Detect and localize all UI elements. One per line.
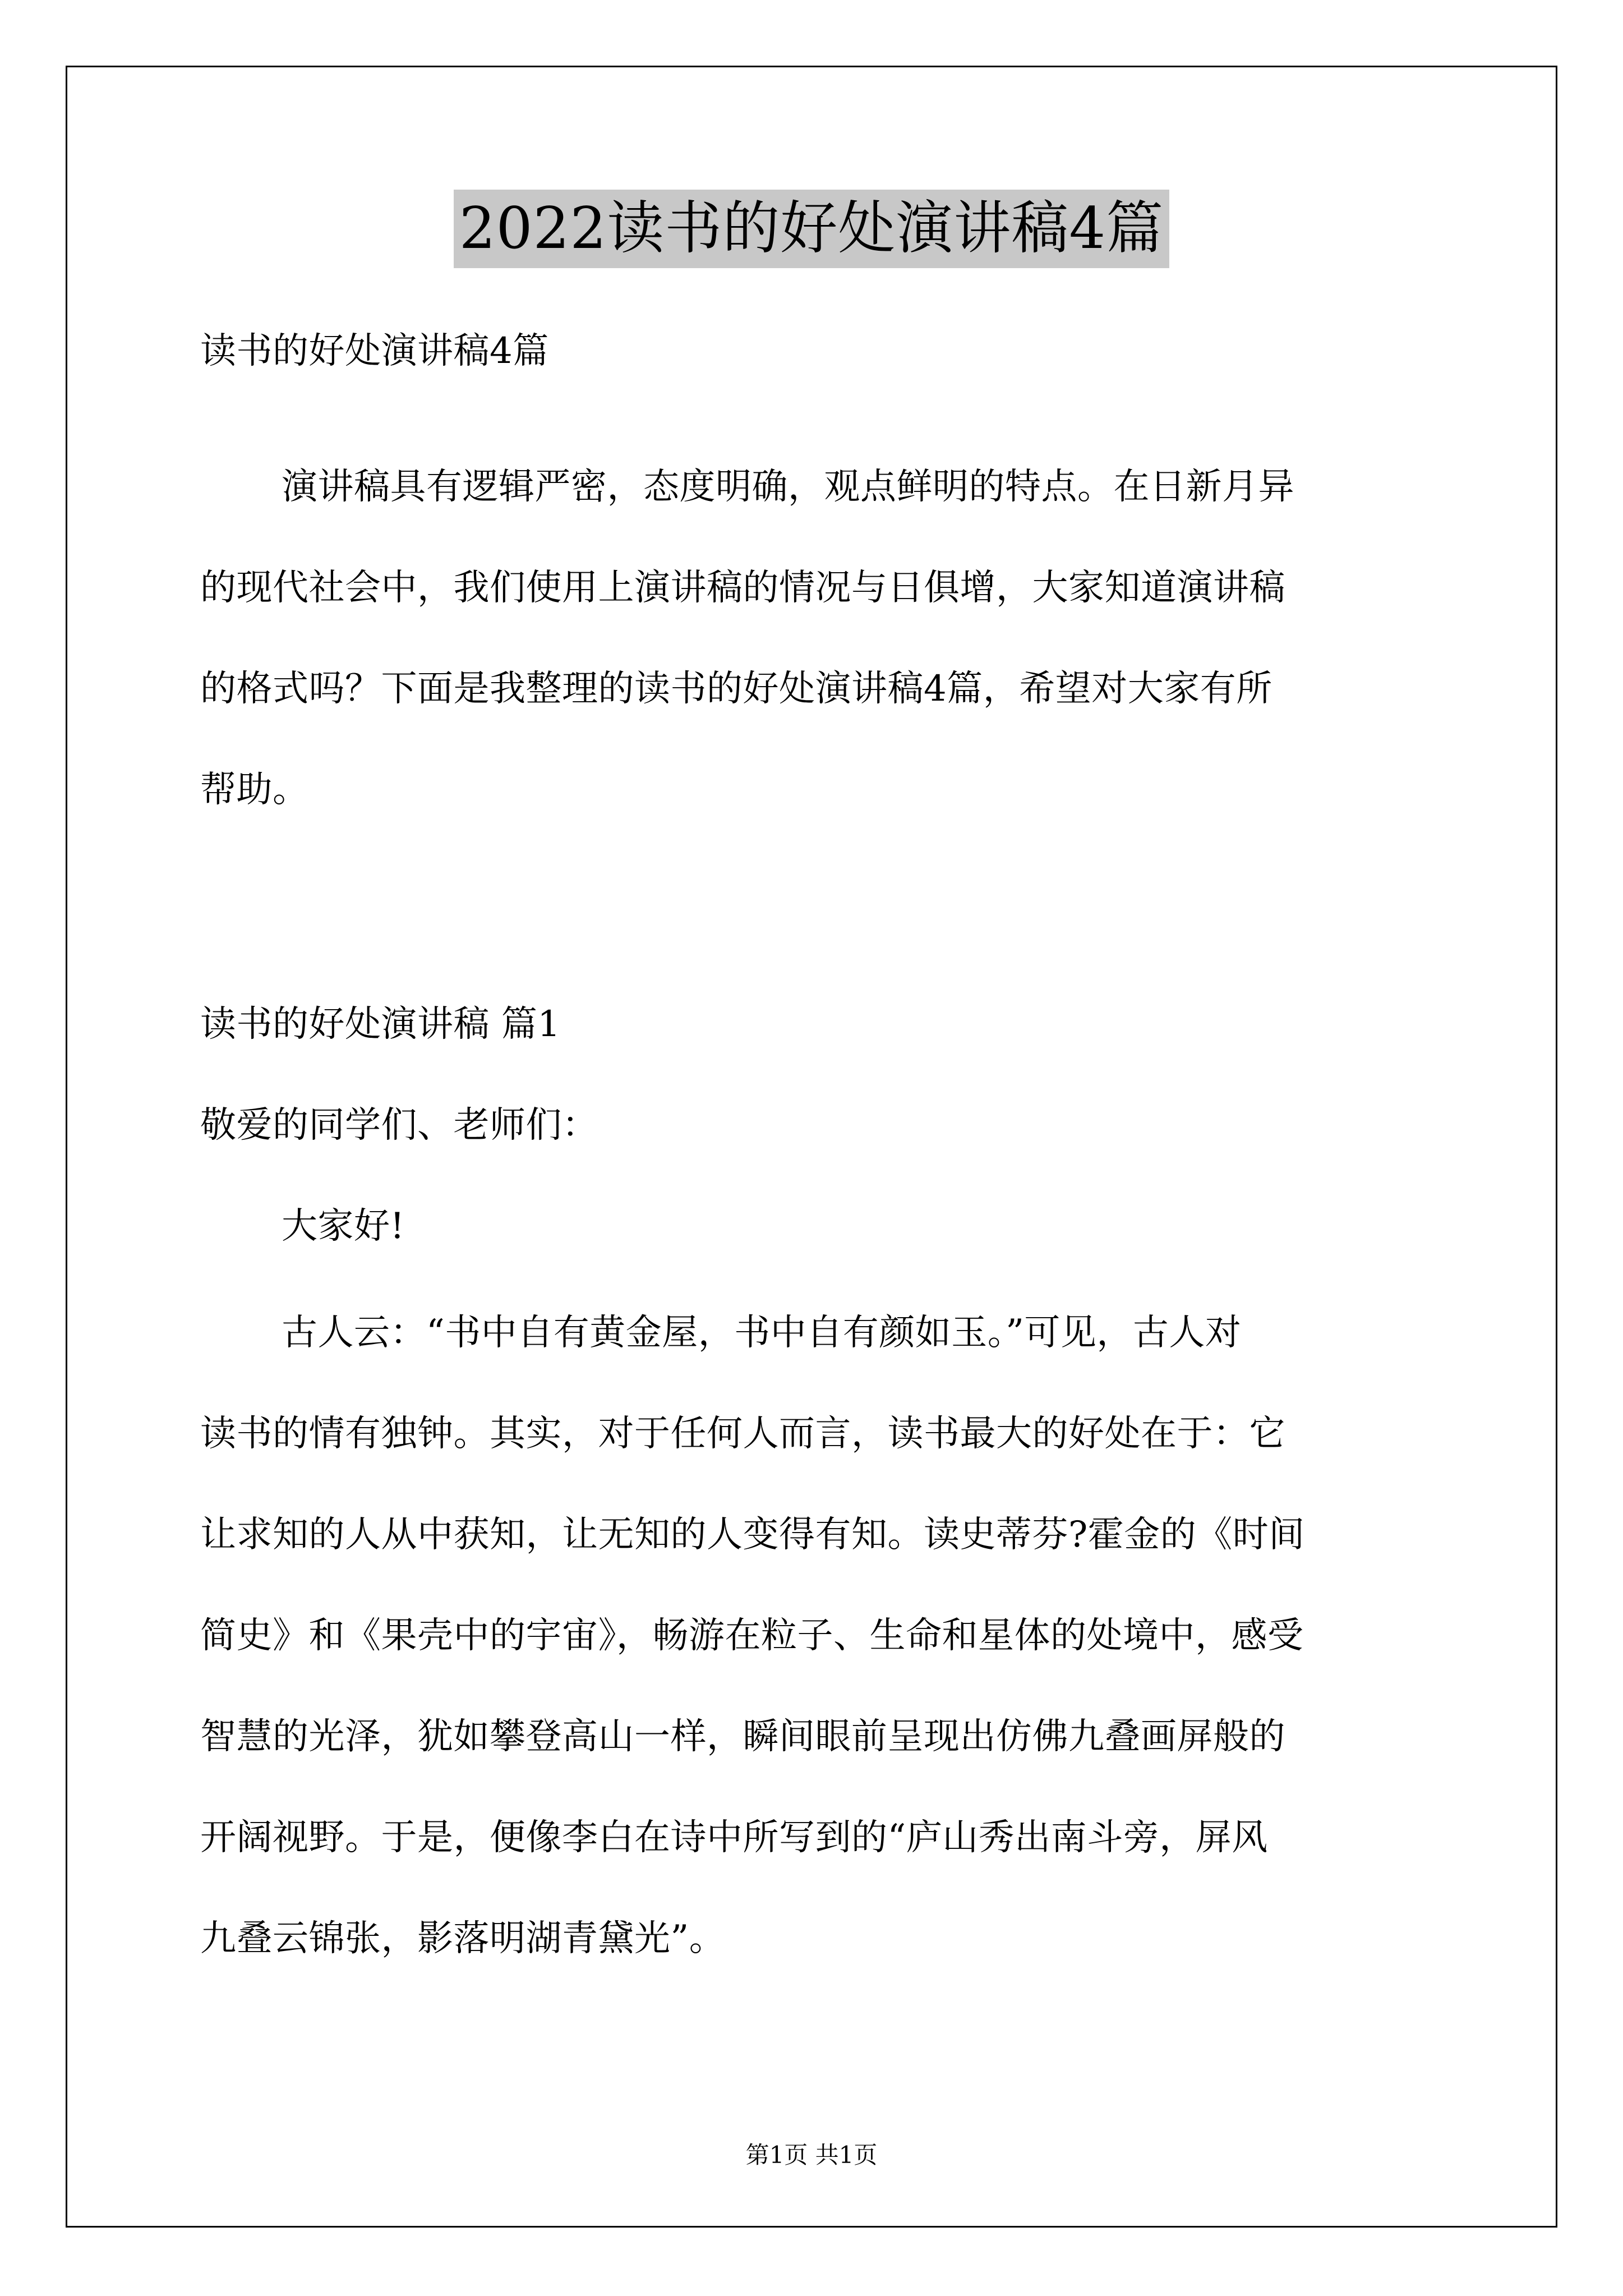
body-line-7: 九叠云锦张，影落明湖青黛光”。	[200, 1918, 726, 1959]
body-line-6: 开阔视野。于是，便像李白在诗中所写到的“庐山秀出南斗旁，屏风	[200, 1817, 1268, 1858]
body-line-3: 让求知的人从中获知，让无知的人变得有知。读史蒂芬?霍金的《时间	[200, 1514, 1305, 1556]
salutation: 敬爱的同学们、老师们：	[200, 1105, 598, 1146]
intro-line-1: 演讲稿具有逻辑严密，态度明确，观点鲜明的特点。在日新月异	[282, 466, 1294, 508]
document-title-text: 2022读书的好处演讲稿4篇	[454, 190, 1169, 268]
intro-line-4: 帮助。	[200, 769, 309, 811]
body-line-1: 古人云：“书中自有黄金屋，书中自有颜如玉。”可见，古人对	[282, 1312, 1242, 1354]
intro-line-2: 的现代社会中，我们使用上演讲稿的情况与日俱增，大家知道演讲稿	[200, 567, 1285, 609]
intro-line-3: 的格式吗？下面是我整理的读书的好处演讲稿4篇，希望对大家有所	[200, 668, 1272, 710]
greeting: 大家好!	[282, 1205, 405, 1247]
body-line-2: 读书的情有独钟。其实，对于任何人而言，读书最大的好处在于：它	[200, 1413, 1285, 1455]
page-footer: 第1页 共1页	[745, 2141, 878, 2169]
subtitle: 读书的好处演讲稿4篇	[200, 330, 549, 372]
section-heading: 读书的好处演讲稿 篇1	[200, 1004, 561, 1045]
document-title	[0, 190, 1623, 268]
body-line-4: 简史》和《果壳中的宇宙》，畅游在粒子、生命和星体的处境中，感受	[200, 1615, 1304, 1657]
body-line-5: 智慧的光泽，犹如攀登高山一样，瞬间眼前呈现出仿佛九叠画屏般的	[200, 1716, 1285, 1757]
